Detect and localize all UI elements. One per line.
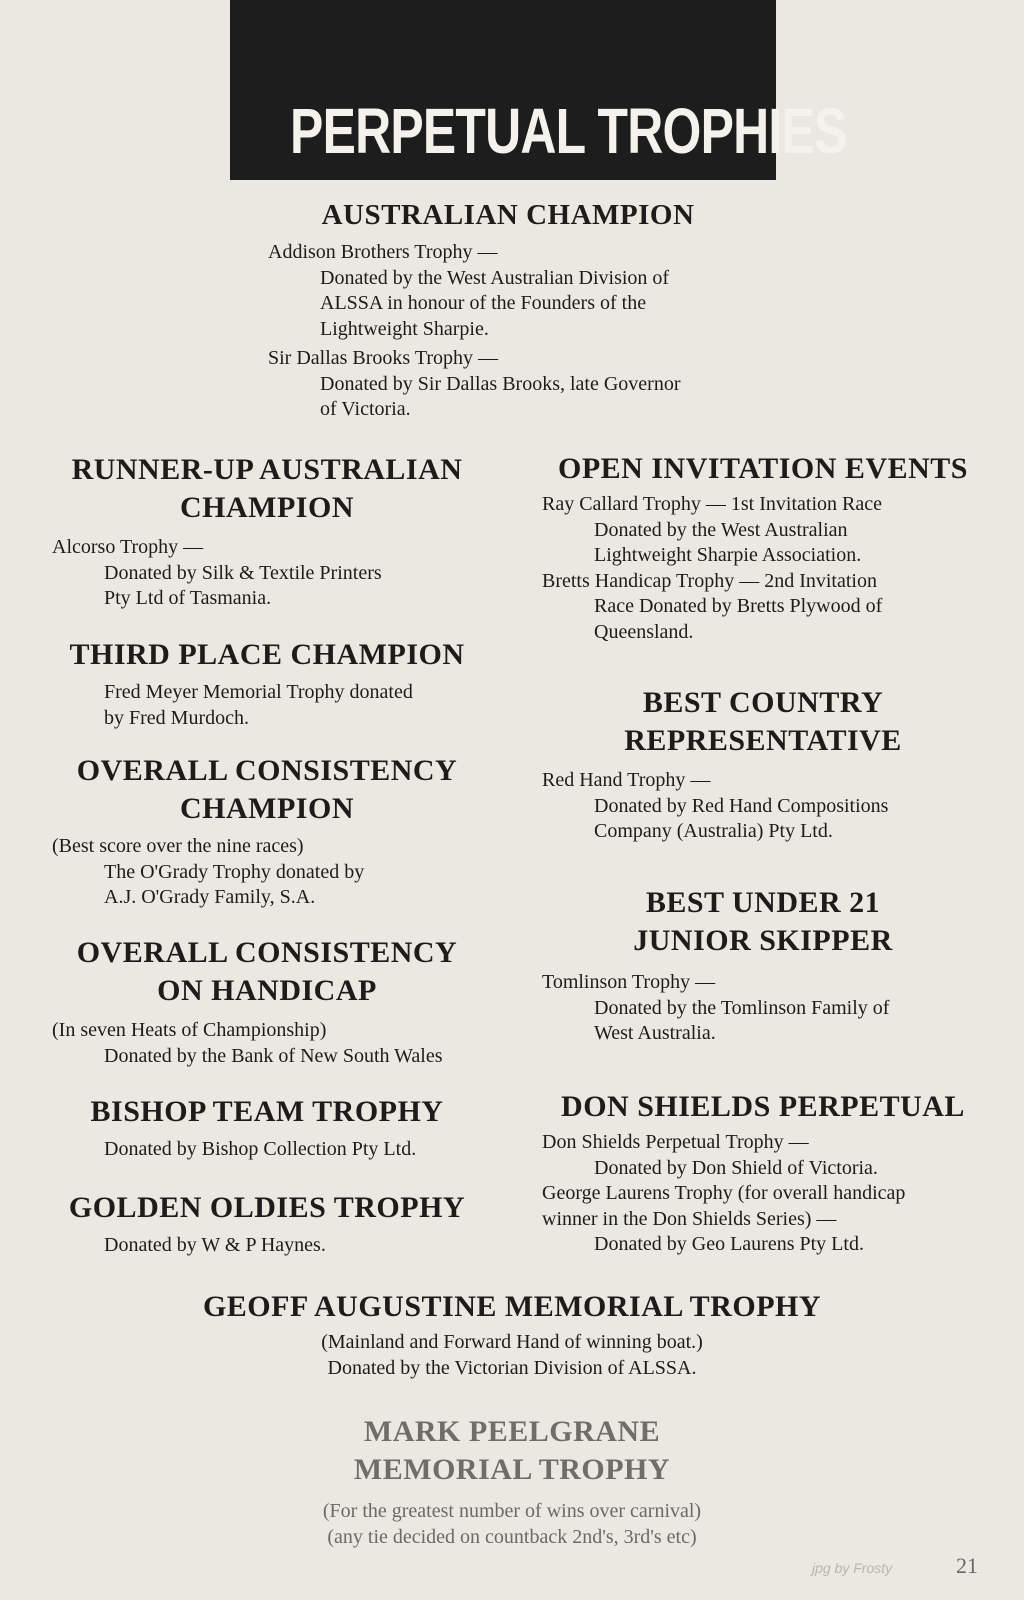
section-heading: DON SHIELDS PERPETUAL [561,1090,965,1123]
section-third-place [52,636,482,731]
section-heading: MEMORIAL TROPHY [353,1453,671,1486]
section-heading: ON HANDICAP [157,974,377,1007]
section-heading: CHAMPION [180,491,354,524]
section-open-invitation [542,450,984,645]
page-number: 21 [956,1553,978,1578]
section-heading: THIRD PLACE CHAMPION [69,638,465,671]
section-australian-champion [268,196,768,423]
trophy-donor: Lightweight Sharpie Association. [594,544,862,566]
trophy-donor: The O'Grady Trophy donated by [104,860,365,883]
section-heading: CHAMPION [180,792,354,825]
trophy-donor: by Fred Murdoch. [104,706,249,729]
section-mark-peelgrane [212,1413,812,1550]
section-heading: BISHOP TEAM TROPHY [90,1095,444,1128]
trophy-donor: Race Donated by Bretts Plywood of [594,595,883,617]
trophy-name: winner in the Don Shields Series) — [542,1207,837,1230]
section-heading: MARK PEELGRANE [363,1415,661,1448]
section-heading: OPEN INVITATION EVENTS [558,452,968,485]
title-banner [230,0,847,180]
trophy-donor: Company (Australia) Pty Ltd. [594,820,833,842]
trophy-note: (In seven Heats of Championship) [52,1019,327,1041]
trophy-name: George Laurens Trophy (for overall handicap [542,1182,906,1204]
trophy-name: Ray Callard Trophy — 1st Invitation Race [542,493,882,515]
trophy-donor: Queensland. [594,620,694,643]
trophy-donor: Donated by Geo Laurens Pty Ltd. [594,1233,864,1255]
section-bishop [52,1093,482,1163]
trophy-donor: Donated by Sir Dallas Brooks, late Governor [320,372,681,395]
trophy-note: (any tie decided on countback 2nd's, 3rd's etc) [327,1525,697,1548]
trophy-donor: Pty Ltd of Tasmania. [104,587,272,609]
section-runner-up [52,451,482,612]
section-heading: JUNIOR SKIPPER [633,924,893,957]
trophy-name: Sir Dallas Brooks Trophy — [268,347,499,369]
trophy-name: Tomlinson Trophy — [542,971,716,993]
trophy-note: (For the greatest number of wins over carnival) [322,1500,702,1522]
section-heading: BEST UNDER 21 [645,886,881,919]
trophy-donor: A.J. O'Grady Family, S.A. [104,886,316,908]
trophy-donor: Donated by Don Shield of Victoria. [594,1156,878,1179]
section-heading: BEST COUNTRY [642,686,884,719]
section-geoff-augustine [112,1288,912,1381]
trophy-name: Don Shields Perpetual Trophy — [542,1131,809,1153]
scan-credit: jpg by Frosty [812,1560,893,1576]
section-heading: OVERALL CONSISTENCY [76,936,458,969]
trophy-donor: Donated by the Tomlinson Family of [594,996,890,1019]
section-golden-oldies [52,1189,482,1259]
trophy-note: (Mainland and Forward Hand of winning boat.) [321,1331,703,1353]
section-overall-handicap [52,934,482,1069]
trophy-donor: Lightweight Sharpie. [320,317,489,340]
trophy-donor: Donated by the West Australian Division of [320,266,670,289]
trophy-donor: Donated by Silk & Textile Printers [104,561,382,584]
section-heading: AUSTRALIAN CHAMPION [321,199,695,231]
section-best-country [542,684,984,845]
trophy-donor: Donated by W & P Haynes. [104,1234,326,1256]
trophy-donor: of Victoria. [320,398,411,420]
section-heading: REPRESENTATIVE [624,724,902,757]
trophy-donor: West Australia. [594,1022,716,1044]
section-don-shields [542,1088,984,1258]
trophy-name: Addison Brothers Trophy — [268,241,498,263]
trophy-note: (Best score over the nine races) [52,835,304,857]
trophy-donor: Donated by the Victorian Division of ALSSA. [327,1356,697,1379]
section-overall-consistency [52,752,482,911]
trophy-donor: Donated by the Bank of New South Wales [104,1044,443,1067]
trophy-donor: Fred Meyer Memorial Trophy donated [104,681,413,703]
section-heading: RUNNER-UP AUSTRALIAN [71,453,463,486]
section-heading: GEOFF AUGUSTINE MEMORIAL TROPHY [202,1290,822,1323]
section-best-under-21 [542,884,984,1047]
section-heading: GOLDEN OLDIES TROPHY [68,1191,466,1224]
trophy-name: Alcorso Trophy — [52,536,204,558]
trophy-name: Red Hand Trophy — [542,769,711,791]
trophy-name: Bretts Handicap Trophy — 2nd Invitation [542,569,877,592]
page-title: PERPETUAL TROPHIES [290,95,847,167]
trophy-donor: ALSSA in honour of the Founders of the [320,292,647,314]
trophy-donor: Donated by Bishop Collection Pty Ltd. [104,1138,417,1160]
section-heading: OVERALL CONSISTENCY [76,754,458,787]
trophy-donor: Donated by the West Australian [594,518,848,541]
trophy-donor: Donated by Red Hand Compositions [594,794,889,817]
